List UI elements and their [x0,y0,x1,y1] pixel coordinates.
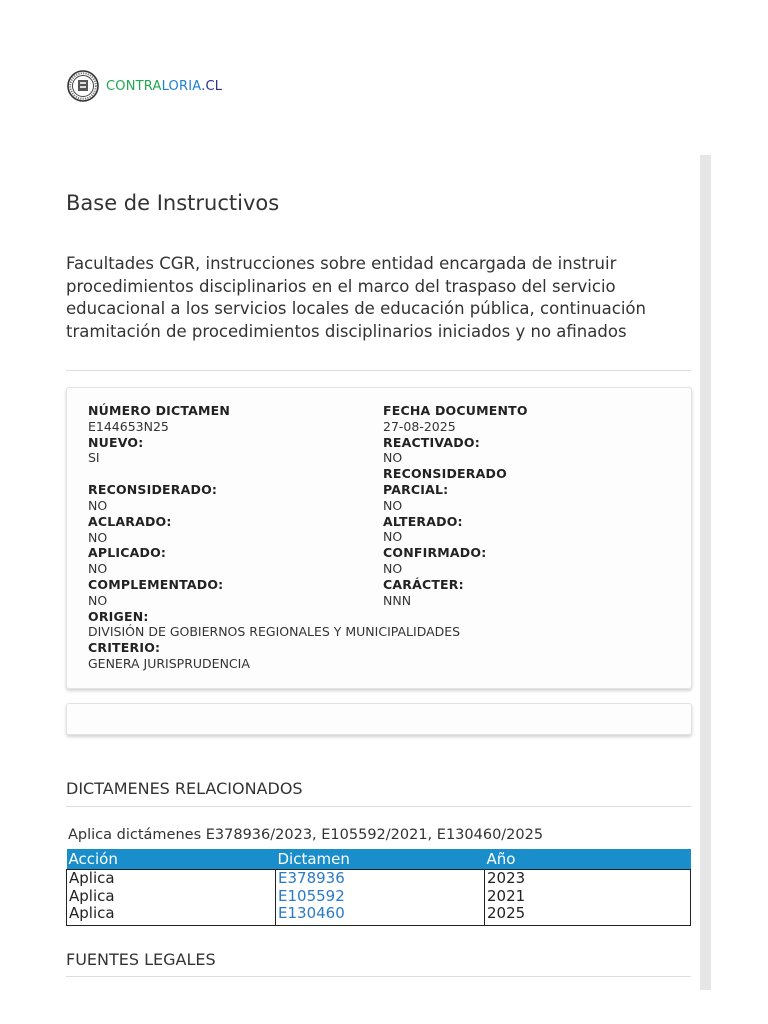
column-header-accion: Acción [67,849,276,870]
column-header-anio: Año [485,849,691,870]
label-reconsiderado: RECONSIDERADO: [88,482,218,498]
site-header [66,70,222,102]
cell-anio: 2025 [485,905,691,925]
cell-accion: Aplica [69,904,115,922]
divider [66,370,691,371]
brand-part-cl: .CL [201,78,223,94]
value-aclarado: NO [88,529,108,545]
empty-panel [66,703,692,735]
value-reactivado: NO [383,450,403,466]
brand-part-contra: CONTRA [106,78,162,94]
brand-part-loria: LORIA [161,78,202,94]
value-reconsiderado: NO [88,497,108,513]
seal-icon[interactable] [66,70,100,102]
related-dictamenes-table [66,849,691,926]
cell-dictamen [276,905,485,925]
dictamen-link[interactable]: E130460 [278,904,345,922]
scrollbar[interactable] [700,155,711,990]
document-title: Facultades CGR, instrucciones sobre entidad encargada de instruir procedimientos disciplinarios en el marco del traspaso del servicio educacional a los servicios locales de educación pública, continuación tramitación de procedimientos disciplinarios iniciados y no afinados [66,254,646,341]
divider [66,806,691,807]
table-header-row [67,849,691,870]
cell-anio: 2023 [485,870,691,888]
label-numero-dictamen: NÚMERO DICTAMEN [88,403,231,418]
label-reactivado: REACTIVADO: [383,434,480,450]
table-row [67,905,691,925]
details-right-column [383,403,673,608]
cell-dictamen [276,870,485,888]
value-complementado: NO [88,592,108,608]
brand-logo[interactable] [106,79,222,94]
label-criterio: CRITERIO: [88,640,161,656]
label-aplicado: APLICADO: [88,545,167,561]
cell-anio: 2021 [485,888,691,906]
dictamen-link[interactable]: E378936 [278,869,345,887]
cell-dictamen [276,888,485,906]
label-reconsiderado-parcial: RECONSIDERADO PARCIAL: [383,466,507,497]
dictamen-link[interactable]: E105592 [278,886,345,905]
section-title-dictamenes-relacionados: DICTAMENES RELACIONADOS [66,779,303,798]
label-complementado: COMPLEMENTADO: [88,576,224,592]
value-reconsiderado-parcial: NO [383,497,403,513]
column-header-dictamen: Dictamen [276,849,485,870]
value-origen: DIVISIÓN DE GOBIERNOS REGIONALES Y MUNICIPALIDADES [88,624,461,640]
label-confirmado: CONFIRMADO: [383,545,487,561]
related-summary: Aplica dictámenes E378936/2023, E105592/2021, E130460/2025 [68,827,544,843]
cell-accion: Aplica [69,869,115,887]
label-nuevo: NUEVO: [88,434,144,450]
label-caracter: CARÁCTER: [383,576,464,592]
section-title-fuentes-legales: FUENTES LEGALES [66,950,216,969]
label-fecha-documento: FECHA DOCUMENTO [383,403,528,418]
table-row [67,870,691,888]
value-numero-dictamen: E144653N25 [88,418,169,434]
value-aplicado: NO [88,561,108,577]
value-nuevo: SI [88,450,100,466]
label-alterado: ALTERADO: [383,513,463,529]
table-row [67,888,691,906]
label-origen: ORIGEN: [88,608,149,624]
divider [66,976,691,977]
value-caracter: NNN [383,592,412,608]
value-confirmado: NO [383,560,403,576]
value-fecha-documento: 27-08-2025 [383,418,456,434]
page-title: Base de Instructivos [66,191,280,215]
value-criterio: GENERA JURISPRUDENCIA [88,655,250,671]
cell-accion: Aplica [69,886,115,905]
value-alterado: NO [383,529,403,545]
label-aclarado: ACLARADO: [88,513,172,529]
details-card [66,387,692,689]
